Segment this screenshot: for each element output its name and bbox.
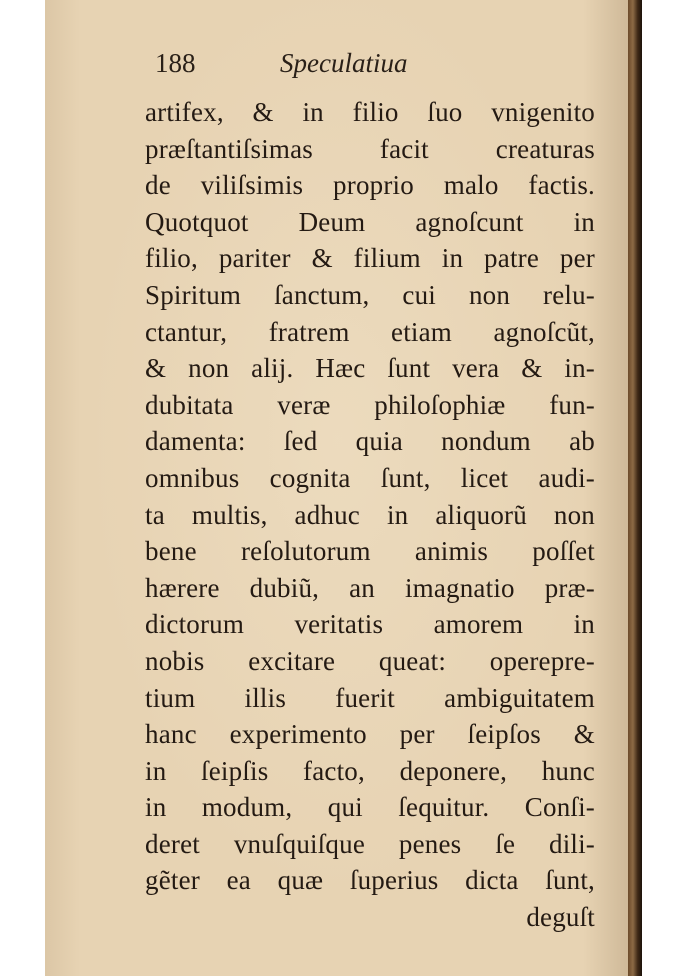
text-line: in modum, qui ſequitur. Conſi- [145,792,595,823]
text-line: hanc experimento per ſeipſos & [145,719,595,750]
running-title: Speculatiua [280,48,408,78]
text-line: bene reſolutorum animis poſſet [145,536,595,567]
text-line: damenta: ſed quia nondum ab [145,426,595,457]
text-line: gẽter ea quæ ſuperius dicta ſunt, [145,865,595,896]
text-line: deret vnuſquiſque penes ſe dili- [145,828,595,859]
text-line: ta multis, adhuc in aliquorũ non [145,499,595,530]
text-line: omnibus cognita ſunt, licet audi- [145,462,595,493]
text-line: in ſeipſis facto, deponere, hunc [145,755,595,786]
text-line: de viliſsimis proprio malo factis. [145,170,595,201]
text-line: artifex, & in filio ſuo vnigenito [145,97,595,127]
text-line: nobis excitare queat: operepre- [145,645,595,676]
text-line: hærere dubiũ, an imagnatio præ- [145,572,595,603]
catchword: deguſt [526,902,595,933]
text-line: Quotquot Deum agnoſcunt in [145,206,595,237]
text-line: ctantur, fratrem etiam agnoſcũt, [145,316,595,347]
text-line: tium illis fuerit ambiguitatem [145,682,595,713]
text-line: dictorum veritatis amorem in [145,609,595,640]
body-text [145,94,595,936]
page-number: 188 [155,48,196,78]
text-line: præſtantiſsimas facit creaturas [145,133,595,164]
text-line: & non alij. Hæc ſunt vera & in- [145,353,595,384]
text-line: filio, pariter & filium in patre per [145,243,595,274]
page-header [155,48,595,88]
page-edge-shadow [628,0,642,976]
text-line: Spiritum ſanctum, cui non relu- [145,279,595,310]
text-line: dubitata veræ philoſophiæ fun- [145,389,595,420]
